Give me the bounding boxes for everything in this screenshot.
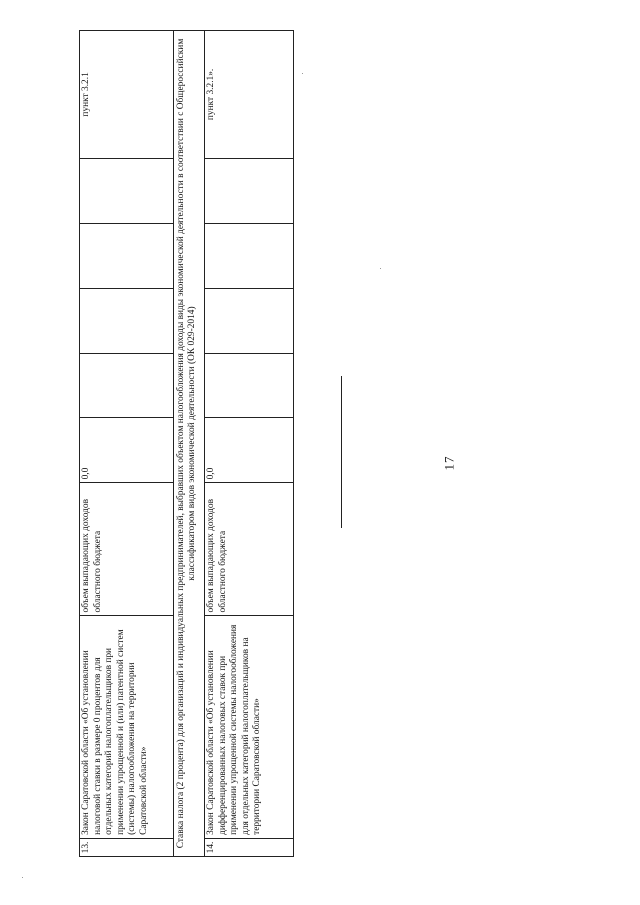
section-row [174,31,205,857]
signature-line [341,376,342,528]
scan-speck [302,73,303,74]
value-cell: 0,0 [80,418,174,483]
row-number: 14. [205,838,294,856]
reference-cell: пункт 3.2.1». [205,31,294,159]
value-cell [205,223,294,288]
indicator-cell: объем выпадающих доходов областного бюджета [205,483,294,616]
section-title: Ставка налога (2 процента) для организаций и индивидуальных предпринимателей, выбравших объектом налогообложения доходы виды экономической деятельности в соответствии с Общероссийским классификатором видов экономической деятельности (ОК 029-2014) [174,31,205,857]
benefits-table [79,30,294,857]
law-name-cell: Закон Саратовской области «Об установлении налоговой ставки в размере 0 процентов для отдельных категорий налогоплательщиков при применении упрощенной и (или) патентной систем (системы) налогообложения на территории Саратовской области» [80,616,174,838]
value-cell [80,288,174,353]
indicator-cell: объем выпадающих доходов областного бюджета [80,483,174,616]
table-row [205,31,294,857]
rotated-table-frame [79,30,286,857]
value-cell [205,158,294,223]
value-cell [80,158,174,223]
row-number: 13. [80,838,174,856]
reference-cell: пункт 3.2.1 [80,31,174,159]
scan-speck [380,268,381,269]
law-name-cell: Закон Саратовской области «Об установлении дифференцированных налоговых ставок при применении упрощенной системы налогообложения для отдельных категорий налогоплательщиков на территории Саратовской области» [205,616,294,838]
page-number: 17 [441,455,457,471]
value-cell [80,223,174,288]
scan-speck [22,877,23,878]
value-cell [205,353,294,418]
value-cell [205,288,294,353]
value-cell [80,353,174,418]
table-wrapper [79,30,286,857]
table-row [80,31,174,857]
value-cell: 0,0 [205,418,294,483]
